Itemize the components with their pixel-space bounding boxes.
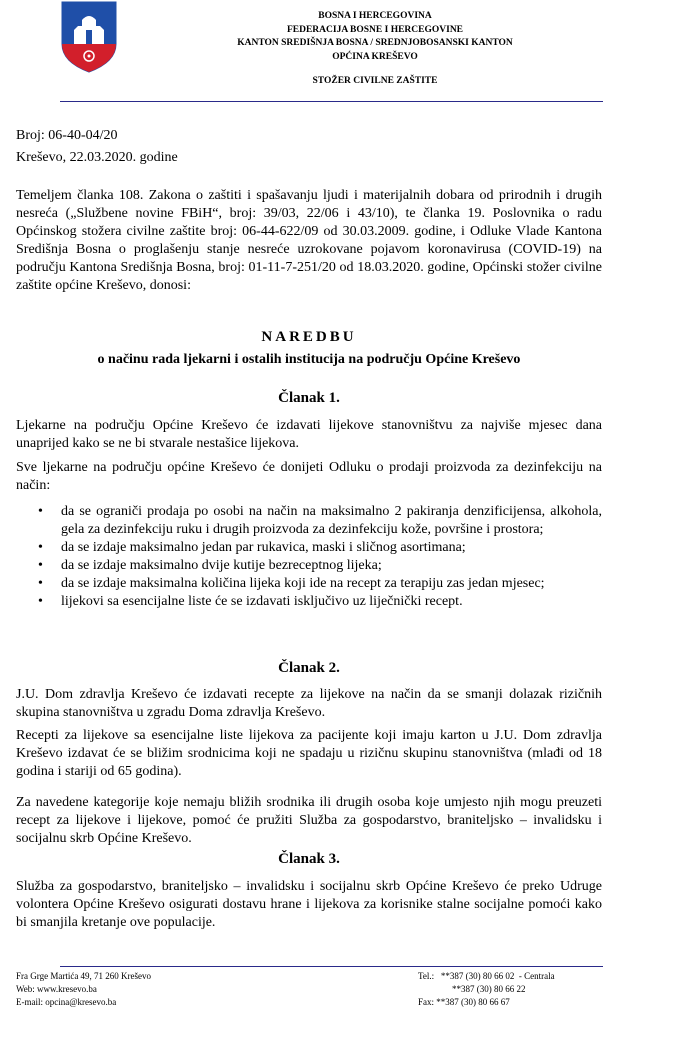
footer-divider — [60, 966, 603, 967]
footer-contact — [16, 970, 151, 1009]
footer-tel-2: **387 (30) 80 66 22 — [452, 984, 526, 994]
header-unit: STOŽER CIVILNE ZAŠTITE — [312, 76, 438, 86]
footer-tel: Tel.: **387 (30) 80 66 02 - Centrala — [418, 971, 555, 981]
bullet-icon: • — [38, 540, 43, 555]
document-title: NAREDBU — [261, 329, 357, 345]
bullet-icon: • — [38, 594, 43, 609]
header-country: BOSNA I HERCEGOVINA — [318, 11, 432, 21]
list-item: • da se ograniči prodaja po osobi na način na maksimalno 2 pakiranja denzificijensa, alkohola, gela za dezinfekciju ruku i drugih proizvoda za dezinfekciju kože, površine i prostora; — [38, 504, 602, 537]
list-item: • lijekovi sa esencijalne liste će se izdavati isključivo uz liječnički recept. — [38, 594, 463, 609]
article-1-paragraph-2: Sve ljekarne na području općine Kreševo će donijeti Odluku o prodaji proizvoda za dezinfekciju na način: — [16, 460, 602, 493]
preamble-paragraph: Temeljem članka 108. Zakona o zaštiti i spašavanju ljudi i materijalnih dobara od prirodnih i drugih nesreća („Službene novine FBiH“, broj: 39/03, 22/06 i 43/10), te članka 19. Poslovnika o radu Općinskog stožera civilne zaštite broj: 06-44-622/09 od 30.03.2009. godine, i Odluke Vlade Kantona Središnja Bosna o proglašenju stanje nesreće uzrokovane pojavom koronavirusa (COVID-19) na području Kantona Središnja Bosna, broj: 01-11-7-251/20 od 18.03.2020. godine, Općinski stožer civilne zaštite općine Kreševo, donosi: — [16, 188, 602, 293]
document-subtitle: o načinu rada ljekarni i ostalih institucija na području Općine Kreševo — [97, 352, 521, 367]
header-federation: FEDERACIJA BOSNE I HERCEGOVINE — [286, 24, 464, 35]
footer-email: E-mail: opcina@kresevo.ba — [16, 997, 117, 1007]
header-divider — [60, 101, 603, 102]
document-place-date: Kreševo, 22.03.2020. godine — [16, 150, 178, 165]
footer-fax: Fax: **387 (30) 80 66 67 — [418, 997, 510, 1007]
article-1-paragraph-1: Ljekarne na području Općine Kreševo će izdavati lijekove stanovništvu za najviše mjesec dana unaprijed kako se ne bi stvarale nestašice lijekova. — [16, 418, 602, 451]
bullet-icon: • — [38, 504, 43, 519]
footer-web: Web: www.kresevo.ba — [16, 984, 97, 994]
list-item: • da se izdaje maksimalno jedan par rukavica, maski i sličnog asortimana; — [38, 540, 466, 555]
article-3-heading: Članak 3. — [278, 851, 340, 867]
list-item: • da se izdaje maksimalna količina lijeka koji ide na recept za terapiju zas jedan mjesec; — [38, 576, 545, 591]
municipality-coat-of-arms — [60, 0, 118, 74]
bullet-icon: • — [38, 576, 43, 591]
header-canton: KANTON SREDIŠNJA BOSNA / SREDNJOBOSANSKI KANTON — [237, 38, 513, 48]
footer-address: Fra Grge Martića 49, 71 260 Kreševo — [16, 971, 152, 981]
list-item: • da se izdaje maksimalno dvije kutije bezreceptnog lijeka; — [38, 558, 382, 573]
article-3-paragraph-1: Služba za gospodarstvo, braniteljsko – invalidsku i socijalnu skrb Općine Kreševo će preko Udruge volontera Općine Kreševo osigurati dostavu hrane i lijekova za korisnike stalne socijalne pomoći kako bi smanjila kretanje ove populacije. — [16, 879, 602, 930]
article-1-list — [16, 503, 602, 611]
footer-phones — [418, 970, 555, 1009]
document-header — [150, 10, 600, 89]
header-municipality: OPĆINA KREŠEVO — [332, 51, 418, 62]
document-number: Broj: 06-40-04/20 — [16, 128, 118, 143]
article-2-paragraph-1: J.U. Dom zdravlja Kreševo će izdavati recepte za lijekove na način da se smanji dolazak rizičnih skupina stanovništva u zgradu Doma zdravlja Kreševo. — [16, 687, 602, 720]
article-2-heading: Članak 2. — [278, 660, 340, 676]
article-1-heading: Članak 1. — [278, 390, 340, 406]
article-2-paragraph-2: Recepti za lijekove sa esencijalne liste lijekova za pacijente koji imaju karton u J.U. Dom zdravlja Kreševo izdavat će se bližim srodnicima koji ne spadaju u rizičnu skupinu stanovništva (mlađi od 18 godina i stariji od 65 godina). — [16, 728, 602, 779]
bullet-icon: • — [38, 558, 43, 573]
article-2-paragraph-3: Za navedene kategorije koje nemaju bližih srodnika ili drugih osoba koje umjesto njih mogu preuzeti recept za lijekove i lijekove, pomoć će pružiti Služba za gospodarstvo, braniteljsko – invalidsku i socijalnu skrb Općine Kreševo. — [16, 795, 602, 846]
